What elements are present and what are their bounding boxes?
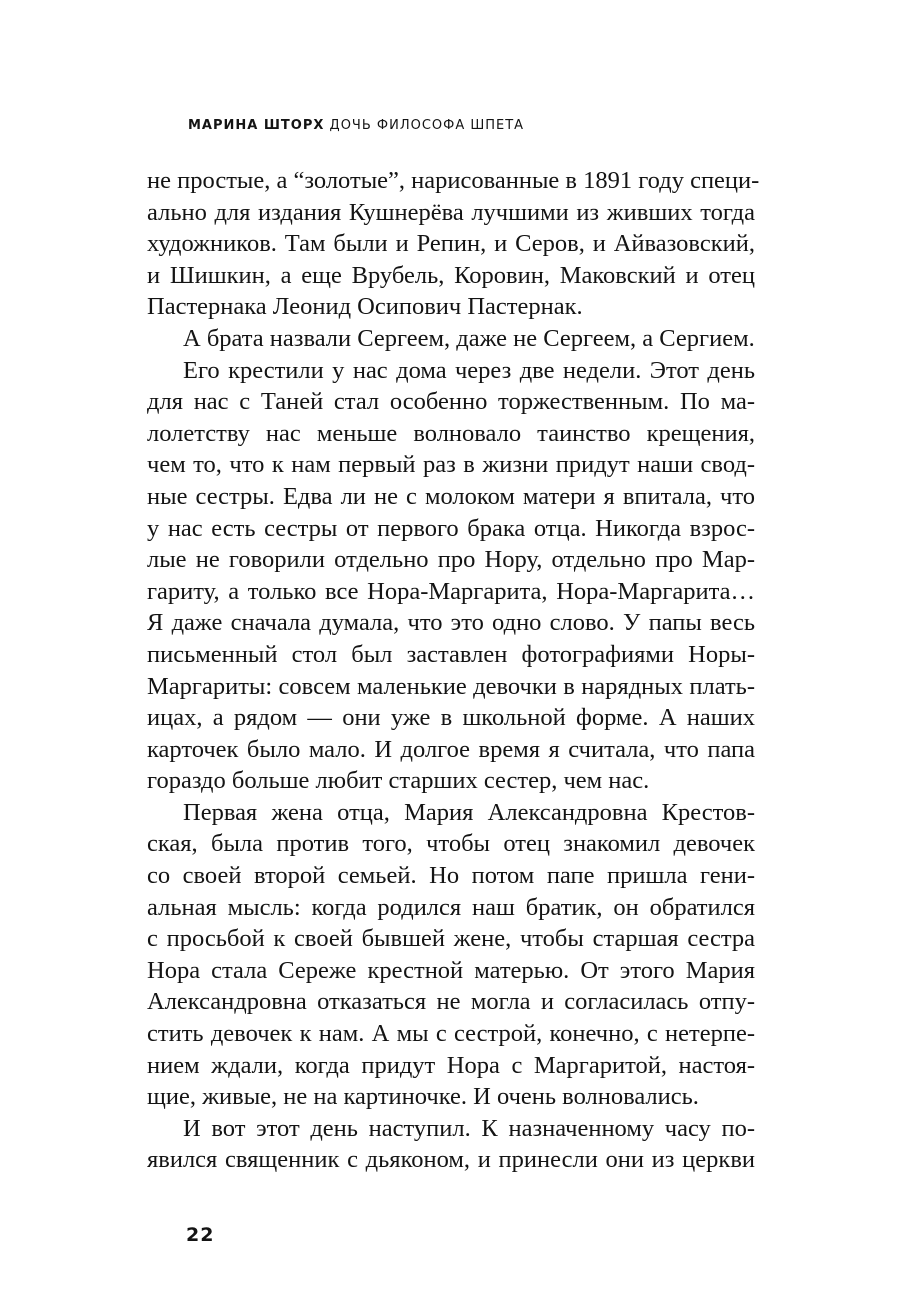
text-line: для нас с Таней стал особенно торжественным. По ма- <box>147 388 755 416</box>
running-head <box>188 118 524 133</box>
text-line: стить девочек к нам. А мы с сестрой, конечно, с нетерпе- <box>147 1020 755 1048</box>
text-line: Первая жена отца, Мария Александровна Крестов- <box>183 798 755 826</box>
text-line: лолетству нас меньше волновало таинство крещения, <box>147 419 755 447</box>
page-number: 22 <box>186 1224 215 1246</box>
text-line: со своей второй семьей. Но потом папе пришла гени- <box>147 862 755 890</box>
text-line: Нора стала Сереже крестной матерью. От этого Мария <box>147 956 755 984</box>
text-line: гариту, а только все Нора-Маргарита, Нора-Маргарита… <box>147 577 755 605</box>
text-line: Пастернака Леонид Осипович Пастернак. <box>147 293 583 321</box>
text-line: альная мысль: когда родился наш братик, он обратился <box>147 893 755 921</box>
running-head-title: ДОЧЬ ФИЛОСОФА ШПЕТА <box>329 118 525 133</box>
text-line: явился священник с дьяконом, и принесли они из церкви <box>147 1146 755 1174</box>
running-head-author: МАРИНА ШТОРХ <box>188 118 325 133</box>
body-text <box>147 165 760 1176</box>
text-line: Маргариты: совсем маленькие девочки в нарядных плать- <box>147 672 755 700</box>
text-line: Я даже сначала думала, что это одно слово. У папы весь <box>147 609 755 637</box>
text-line: А брата назвали Сергеем, даже не Сергеем, а Сергием. <box>183 324 755 352</box>
text-line: ально для издания Кушнерёва лучшими из живших тогда <box>147 198 755 226</box>
text-line: художников. Там были и Репин, и Серов, и Айвазовский, <box>147 230 755 258</box>
text-line: у нас есть сестры от первого брака отца. Никогда взрос- <box>147 514 755 542</box>
text-line: и Шишкин, а еще Врубель, Коровин, Маковский и отец <box>147 261 755 289</box>
text-line: карточек было мало. И долгое время я считала, что папа <box>147 735 755 763</box>
text-line: И вот этот день наступил. К назначенному часу по- <box>183 1114 755 1142</box>
text-line: ные сестры. Едва ли не с молоком матери я впитала, что <box>147 482 755 510</box>
text-line: чем то, что к нам первый раз в жизни придут наши свод- <box>147 451 755 479</box>
text-line: щие, живые, не на картиночке. И очень волновались. <box>147 1083 699 1111</box>
text-line: с просьбой к своей бывшей жене, чтобы старшая сестра <box>147 925 755 953</box>
text-line: лые не говорили отдельно про Нору, отдельно про Мар- <box>147 546 755 574</box>
text-line: не простые, а “золотые”, нарисованные в 1891 году специ- <box>147 167 760 194</box>
text-line: письменный стол был заставлен фотографиями Норы- <box>147 640 755 668</box>
text-line: нием ждали, когда придут Нора с Маргаритой, настоя- <box>147 1051 755 1079</box>
text-line: Александровна отказаться не могла и согласилась отпу- <box>147 988 755 1016</box>
text-line: Его крестили у нас дома через две недели. Этот день <box>183 356 755 384</box>
text-line: ская, была против того, чтобы отец знакомил девочек <box>147 830 755 858</box>
text-line: ицах, а рядом — они уже в школьной форме. А наших <box>147 704 755 732</box>
text-line: гораздо больше любит старших сестер, чем нас. <box>147 767 650 795</box>
